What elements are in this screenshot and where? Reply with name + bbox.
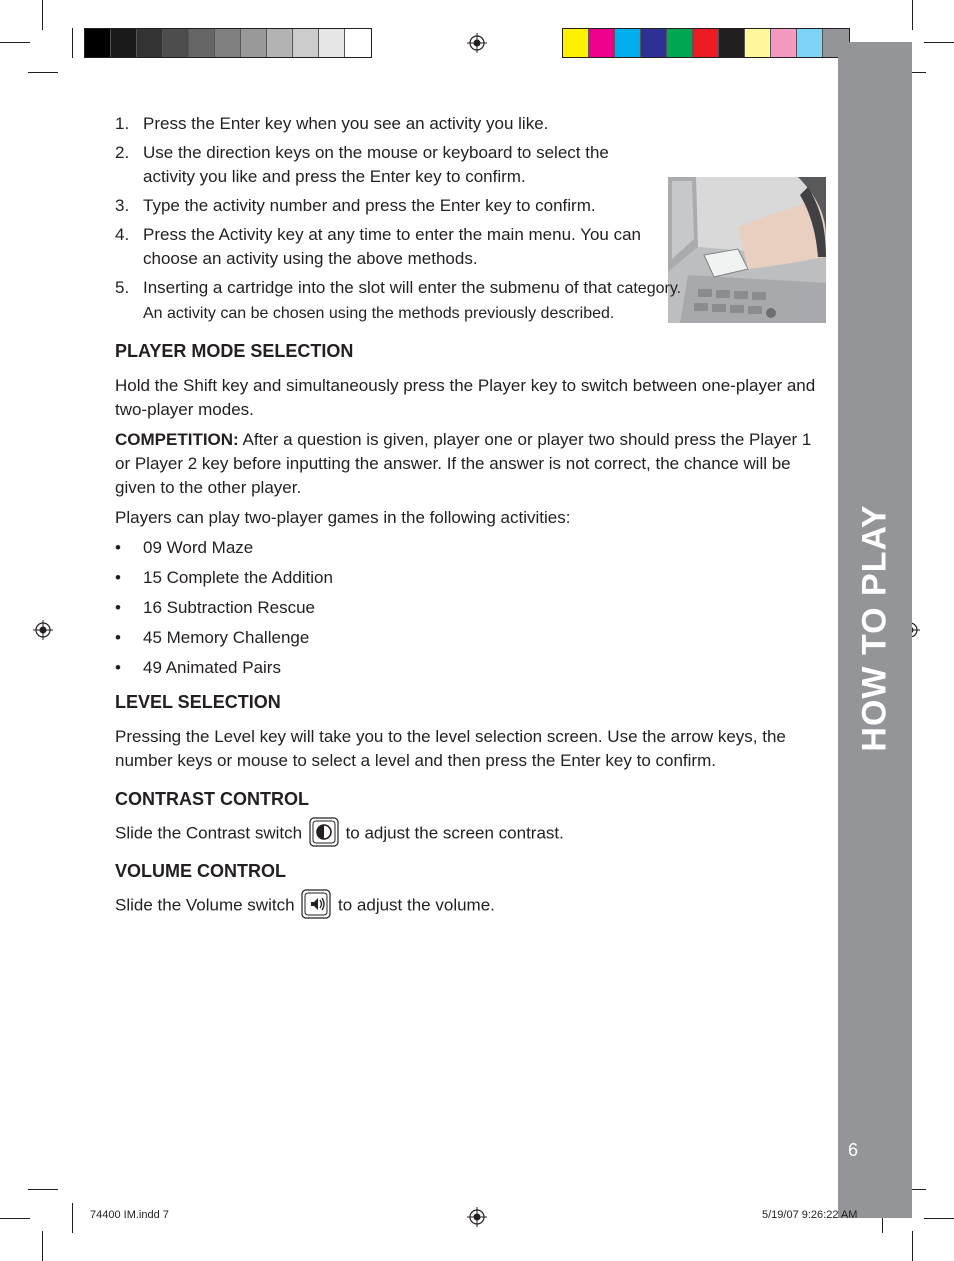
step-text: Press the Activity key at any time to enter the main menu. You can choose an activity using the above methods.: [143, 225, 641, 268]
volume-icon: [301, 889, 331, 919]
registration-mark-icon: [467, 33, 487, 53]
crop-mark: [28, 72, 58, 73]
step-number: 1.: [115, 114, 130, 133]
activity-name: 49 Animated Pairs: [143, 658, 281, 677]
color-swatch: [241, 29, 267, 57]
color-swatch: [797, 29, 823, 57]
list-item: [115, 596, 827, 620]
color-swatch: [615, 29, 641, 57]
color-swatch: [693, 29, 719, 57]
level-selection-section: [115, 690, 827, 773]
color-swatch: [267, 29, 293, 57]
activity-name: 16 Subtraction Rescue: [143, 598, 315, 617]
file-slug: 74400 IM.indd 7: [90, 1209, 169, 1221]
instructions-content: [115, 112, 827, 919]
color-swatch: [319, 29, 345, 57]
activity-name: 45 Memory Challenge: [143, 628, 310, 647]
color-swatch: [215, 29, 241, 57]
step-item: [115, 141, 663, 189]
bullet-icon: •: [115, 628, 121, 647]
section-heading: VOLUME CONTROL: [115, 861, 286, 881]
volume-control-section: [115, 859, 827, 919]
activity-name: 09 Word Maze: [143, 538, 254, 557]
step-number: 2.: [115, 143, 130, 162]
player-mode-intro: Hold the Shift key and simultaneously press the Player key to switch between one-player and two-player modes.: [115, 376, 816, 419]
contrast-icon: [309, 817, 339, 847]
section-heading: LEVEL SELECTION: [115, 692, 281, 712]
contrast-text: [115, 821, 827, 847]
list-item: [115, 566, 827, 590]
player-mode-section: [115, 339, 827, 680]
step-text-continued: category. An activity can be chosen using the methods previously described.: [143, 280, 682, 322]
color-swatch: [667, 29, 693, 57]
crop-mark: [72, 28, 73, 58]
level-text: Pressing the Level key will take you to the level selection screen. Use the arrow keys, the number keys or mouse to select a level and then press the Enter key to confirm.: [115, 727, 786, 770]
color-swatch: [719, 29, 745, 57]
activities-intro: Players can play two-player games in the following activities:: [115, 508, 571, 527]
volume-text: [115, 893, 827, 919]
crop-mark: [912, 1231, 913, 1261]
registration-mark-icon: [467, 1207, 487, 1227]
crop-mark: [28, 1189, 58, 1190]
activity-steps-list: [115, 112, 827, 326]
crop-mark: [42, 1231, 43, 1261]
bullet-icon: •: [115, 538, 121, 557]
color-swatch: [745, 29, 771, 57]
bullet-icon: •: [115, 568, 121, 587]
crop-mark: [42, 0, 43, 30]
color-swatch: [163, 29, 189, 57]
grayscale-color-bar: [84, 28, 372, 58]
color-swatch: [111, 29, 137, 57]
list-item: [115, 626, 827, 650]
page-number: 6: [848, 1140, 859, 1160]
color-swatch: [293, 29, 319, 57]
contrast-text-after: to adjust the screen contrast.: [345, 823, 564, 843]
step-item: [115, 276, 683, 326]
bullet-icon: •: [115, 658, 121, 677]
crop-mark: [72, 1203, 73, 1233]
color-swatch: [771, 29, 797, 57]
step-text: Type the activity number and press the Enter key to confirm.: [143, 196, 596, 215]
competition-label: COMPETITION:: [115, 430, 239, 449]
step-item: [115, 194, 827, 218]
step-item: [115, 223, 663, 271]
color-swatch: [641, 29, 667, 57]
section-title: HOW TO PLAY: [855, 504, 894, 752]
volume-text-before: Slide the Volume switch: [115, 895, 295, 915]
color-swatch: [189, 29, 215, 57]
contrast-text-before: Slide the Contrast switch: [115, 823, 303, 843]
crop-mark: [0, 1218, 30, 1219]
activity-name: 15 Complete the Addition: [143, 568, 333, 587]
bullet-icon: •: [115, 598, 121, 617]
section-heading: CONTRAST CONTROL: [115, 789, 309, 809]
color-swatch: [345, 29, 371, 57]
process-color-bar: [562, 28, 850, 58]
crop-mark: [912, 0, 913, 30]
contrast-control-section: [115, 787, 827, 847]
crop-mark: [924, 42, 954, 43]
volume-text-after: to adjust the volume.: [338, 895, 495, 915]
step-number: 5.: [115, 278, 130, 297]
step-number: 4.: [115, 225, 130, 244]
registration-mark-icon: [33, 620, 53, 640]
two-player-activities-list: [115, 536, 827, 680]
color-swatch: [137, 29, 163, 57]
step-text: Press the Enter key when you see an activity you like.: [143, 114, 549, 133]
step-item: [115, 112, 827, 136]
date-slug: 5/19/07 9:26:22 AM: [762, 1209, 858, 1221]
section-heading: PLAYER MODE SELECTION: [115, 341, 354, 361]
list-item: [115, 656, 827, 680]
crop-mark: [924, 1218, 954, 1219]
step-text: Inserting a cartridge into the slot will enter the submenu of that: [143, 278, 612, 297]
step-number: 3.: [115, 196, 130, 215]
color-swatch: [563, 29, 589, 57]
color-swatch: [589, 29, 615, 57]
competition-paragraph: [115, 428, 827, 500]
color-swatch: [85, 29, 111, 57]
step-text: Use the direction keys on the mouse or keyboard to select the activity you like and press the Enter key to confirm.: [143, 143, 609, 186]
competition-text: After a question is given, player one or player two should press the Player 1 or Player 2 key before inputting the answer. If the answer is not correct, the chance will be given to the other player.: [115, 430, 812, 497]
crop-mark: [0, 42, 30, 43]
list-item: [115, 536, 827, 560]
